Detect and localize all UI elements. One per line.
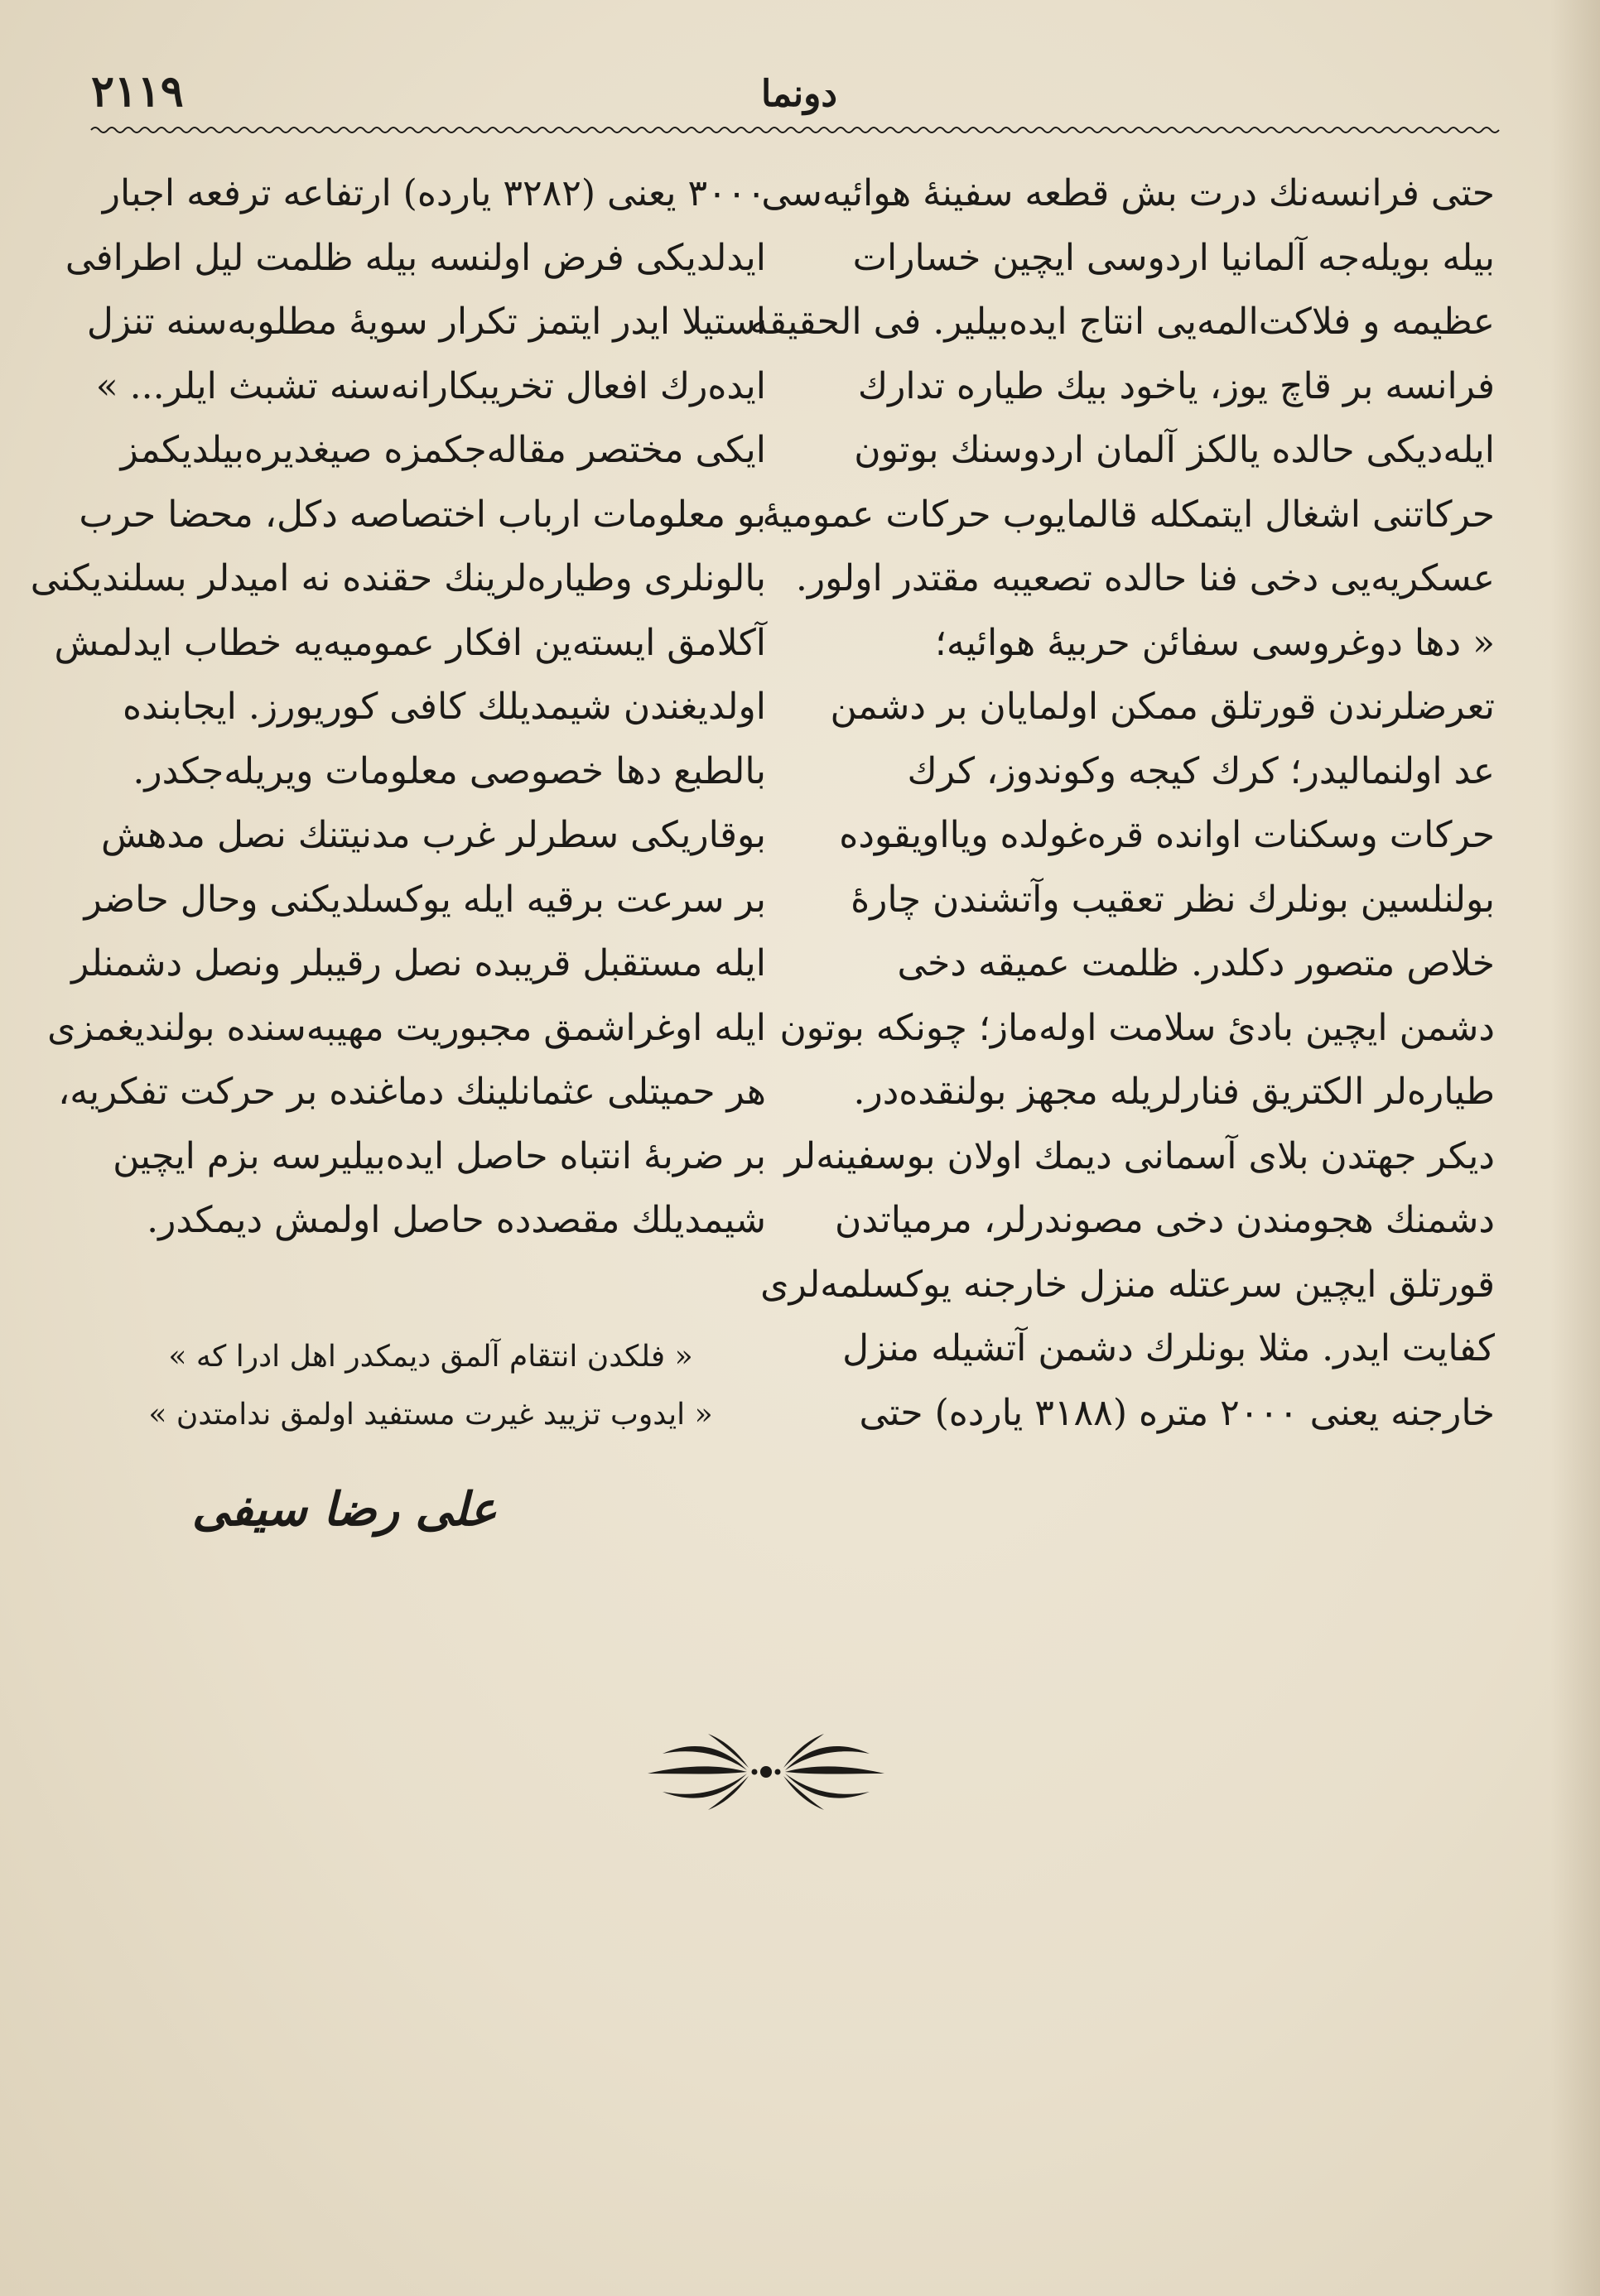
text-line: « دها دوغروسی سفائن حربیهٔ هوائیه؛ — [934, 621, 1495, 664]
text-line: شیمدیلك مقصدده حاصل اولمش دیمکدر. — [147, 1199, 766, 1241]
text-line: خلاص متصور دکلدر. ظلمت عمیقه دخی — [897, 942, 1495, 984]
text-line: بوقاریکی سطرلر غرب مدنیتنك نصل مدهش — [101, 814, 766, 856]
text-line: عسکریه‌یی دخی فنا حالده تصعیبه مقتدر اولور. — [795, 557, 1495, 599]
text-line: اولدیغندن شیمدیلك کافی کوریورز. ایجابنده — [122, 686, 766, 728]
text-line: حرکاتنی اشغال ایتمکله قالمایوب حرکات عمومیهٔ — [762, 493, 1495, 536]
text-line: حرکات وسکنات اوانده قره‌غولده ویااویقوده — [839, 814, 1495, 856]
page-edge-shadow — [1550, 0, 1600, 2296]
text-line: استیلا ایدر ایتمز تکرار سویهٔ مطلوبه‌سنه تنزل — [86, 301, 766, 343]
text-line: خارجنه یعنی ۲۰۰۰ متره (۳۱۸۸ یارده) حتی — [859, 1391, 1495, 1434]
verse-line-1: « فلکدن انتقام آلمق دیمکدر اهل ادرا که » — [168, 1340, 693, 1374]
text-line: قورتلق ایچین سرعتله منزل خارجنه یوکسلمه‌لری — [760, 1263, 1495, 1306]
verse-line-2: « ایدوب تزیید غیرت مستفید اولمق ندامتدن » — [148, 1398, 713, 1432]
fleuron-ornament-icon — [646, 1722, 886, 1822]
right-text-column — [749, 161, 1495, 1445]
text-line: فرانسه بر قاچ یوز، یاخود بیك طیاره تدارك — [857, 364, 1495, 407]
text-line: بو معلومات ارباب اختصاصه دکل، محضا حرب — [79, 493, 766, 536]
left-text-column — [30, 161, 766, 1253]
text-line: ایله مستقبل قریبده نصل رقیبلر ونصل دشمنلر — [71, 942, 766, 984]
text-line: بالطبع دها خصوصی معلومات ویریله‌جکدر. — [133, 749, 766, 792]
text-line: دشمنك هجومندن دخی مصوندرلر، مرمیاتدن — [835, 1199, 1495, 1241]
header-wavy-rule — [91, 124, 1499, 136]
text-line: بر سرعت برقیه ایله یوکسلدیکنی وحال حاضر — [84, 878, 766, 921]
text-line: ایده‌رك افعال تخریبکارانه‌سنه تشبث ایلر... » — [95, 364, 766, 407]
text-line: طیاره‌لر الکتریق فنارلریله مجهز بولنقده‌در. — [853, 1071, 1495, 1113]
text-line: بیله بویله‌جه آلمانیا اردوسی ایچین خسارات — [852, 236, 1495, 279]
text-line: ایکی مختصر مقاله‌جکمزه صیغدیره‌بیلدیکمز — [120, 429, 766, 471]
text-line: دشمن ایچین بادیٔ سلامت اوله‌ماز؛ چونکه بوتون — [779, 1006, 1495, 1049]
text-line: دیکر جهتدن بلای آسمانی دیمك اولان بوسفینه‌لر — [784, 1134, 1495, 1177]
running-title: دونما — [761, 73, 837, 115]
text-line: عد اولنمالیدر؛ کرك کیجه وکوندوز، کرك — [907, 749, 1495, 792]
text-line: کفایت ایدر. مثلا بونلرك دشمن آتشیله منزل — [842, 1327, 1495, 1369]
text-line: ۳۰۰۰ یعنی (۳۲۸۲ یارده) ارتفاعه ترفعه اجبار — [102, 172, 766, 214]
text-line: تعرضلرندن قورتلق ممکن اولمایان بر دشمن — [830, 686, 1495, 728]
text-line: ایله اوغراشمق مجبوریت مهیبه‌سنده بولندیغمزی — [47, 1006, 766, 1049]
text-line: ایله‌دیکی حالده یالکز آلمان اردوسنك بوتون — [854, 429, 1495, 471]
text-line: ایدلدیکی فرض اولنسه بیله ظلمت لیل اطرافی — [65, 236, 766, 279]
text-line: بر ضربهٔ انتباه حاصل ایده‌بیلیرسه بزم ایچین — [113, 1134, 766, 1177]
text-line: آکلامق ایسته‌ین افکار عمومیه‌یه خطاب ایدلمش — [54, 621, 766, 664]
page-number: ۲۱۱۹ — [91, 66, 184, 117]
text-line: حتی فرانسه‌نك درت بش قطعه سفینهٔ هوائیه‌سی — [761, 172, 1495, 214]
text-line: بالونلری وطیاره‌لرینك حقنده نه امیدلر بسلندیکنی — [30, 557, 766, 599]
text-line: بولنلسین بونلرك نظر تعقیب وآتشندن چارهٔ — [851, 878, 1495, 921]
text-line: هر حمیتلی عثمانلینك دماغنده بر حرکت تفکریه، — [58, 1071, 766, 1113]
text-line: عظیمه و فلاکت‌المه‌یی انتاج ایده‌بیلیر. فی الحقیقه — [749, 301, 1495, 343]
author-signature: علی رضا سیفی — [191, 1482, 497, 1537]
